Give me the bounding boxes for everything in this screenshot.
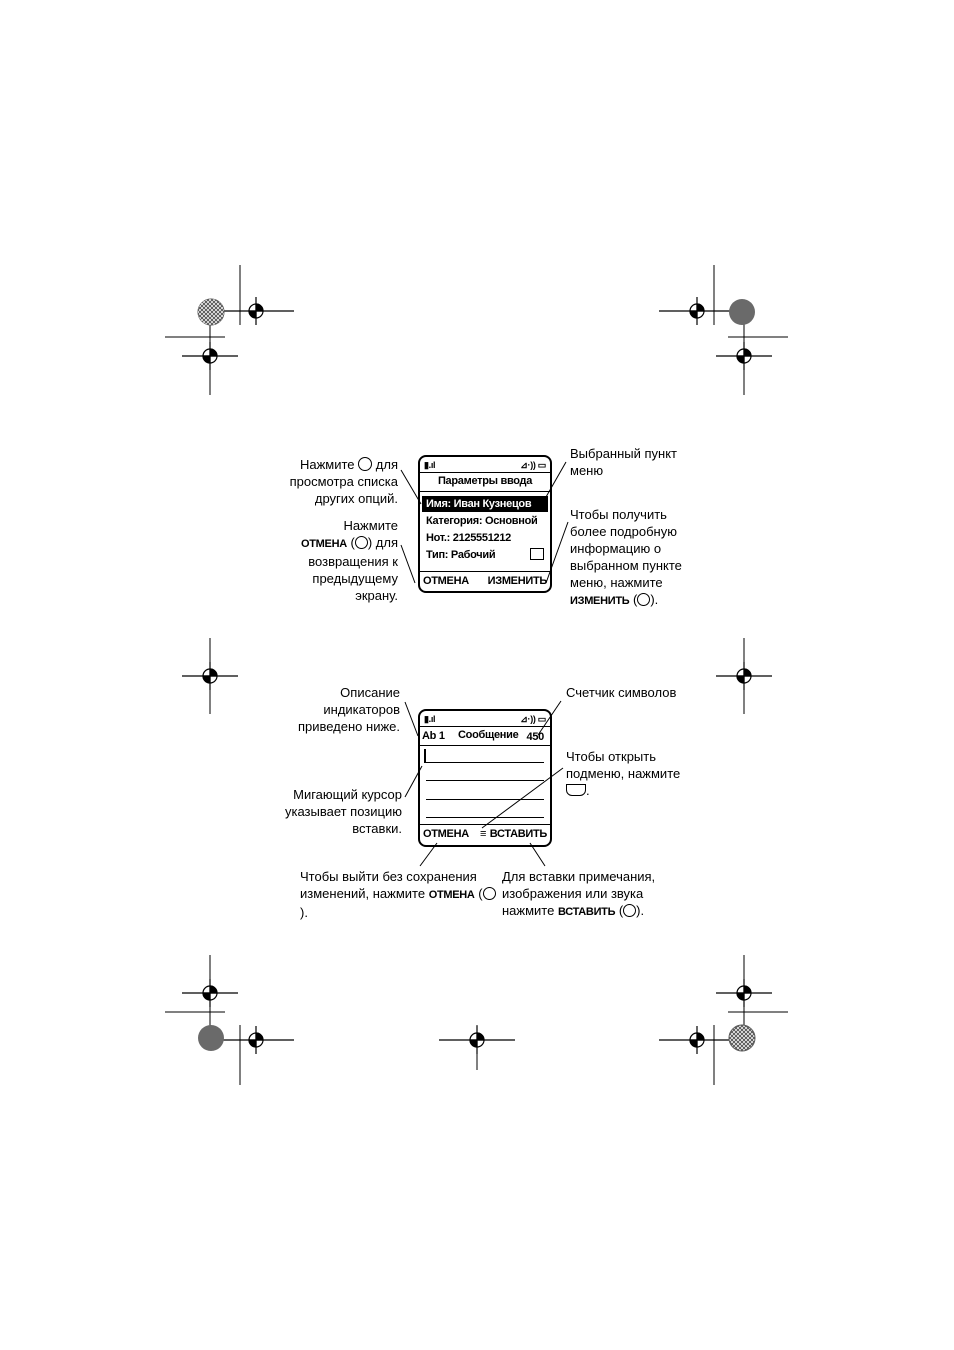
note-text: экрану. [355, 588, 398, 603]
note-text: Чтобы получить [570, 507, 667, 522]
screen-title: Параметры ввода [437, 475, 533, 487]
note-text: меню, нажмите [570, 575, 663, 590]
left-softkey-icon [483, 887, 496, 900]
nav-key-icon [358, 457, 372, 471]
character-counter: 450 [526, 731, 544, 743]
right-softkey-icon [623, 904, 636, 917]
note-text: информацию о [570, 541, 662, 556]
note-text: просмотра списка [289, 474, 398, 489]
key-label: ОТМЕНА [301, 538, 347, 550]
note-cancel-return: Нажмите ОТМЕНА ( ) для возвращения к предыдущему экрану. [280, 517, 398, 604]
status-icons: ⊿·)) ▭ [520, 714, 546, 724]
signal-indicator: ▮.ıl [424, 714, 436, 724]
key-label: ОТМЕНА [428, 889, 475, 901]
note-text: предыдущему [312, 571, 398, 586]
left-softkey-icon [355, 536, 368, 549]
note-exit: Чтобы выйти без сохранения изменений, нажмите ОТМЕНА (). [300, 868, 500, 921]
key-label: ИЗМЕНИТЬ [570, 595, 630, 607]
note-text: выбранном пункте [570, 558, 682, 573]
note-text: Описание [340, 685, 400, 700]
note-text: изменений, нажмите [300, 886, 426, 901]
key-label: ВСТАВИТЬ [557, 906, 616, 918]
note-text: Для вставки примечания, [502, 869, 656, 884]
text-mode-indicator: Ab 1 [422, 730, 445, 742]
note-text: для [375, 457, 398, 472]
note-text: Чтобы открыть [566, 749, 656, 764]
note-text: приведено ниже. [297, 719, 400, 734]
softkey-change[interactable]: ИЗМЕНИТЬ [487, 575, 547, 587]
list-item-name[interactable]: Имя: Иван Кузнецов [426, 498, 532, 510]
status-icons: ⊿·)) ▭ [520, 460, 546, 470]
note-text: возвращения к [308, 554, 398, 569]
note-char-counter [566, 684, 696, 701]
right-softkey-icon [637, 593, 650, 606]
note-text: Нажмите [299, 457, 355, 472]
note-text: подменю, нажмите [566, 766, 681, 781]
note-text: Счетчик символов [566, 685, 677, 700]
note-text: Нажмите [343, 518, 398, 533]
note-text: более подробную [570, 524, 677, 539]
note-text: для [375, 535, 398, 550]
note-text: Выбранный пункт [570, 446, 678, 461]
note-insert: Для вставки примечания, изображения или звука нажмите ВСТАВИТЬ ( ). [502, 868, 692, 921]
note-cursor [272, 786, 402, 837]
softkey-cancel[interactable]: ОТМЕНА [423, 575, 469, 587]
note-submenu: Чтобы открыть подменю, нажмите . [566, 748, 696, 799]
list-item-number[interactable]: Нот.: 2125551212 [426, 532, 511, 544]
softkey-insert[interactable]: ВСТАВИТЬ [489, 828, 547, 840]
note-text: меню [570, 463, 604, 478]
note-text: вставки. [352, 821, 402, 836]
note-details: Чтобы получить более подробную информацию о выбранном пункте меню, нажмите ИЗМЕНИТЬ ( ). [570, 506, 690, 610]
note-text: изображения или звука [502, 886, 644, 901]
menu-icon[interactable]: ≡ [480, 828, 487, 840]
list-item-type[interactable]: Тип: Рабочий [426, 549, 496, 561]
note-navigate-options [280, 456, 398, 507]
note-text: других опций. [314, 491, 398, 506]
signal-indicator: ▮.ıl [424, 460, 436, 470]
note-text: индикаторов [323, 702, 400, 717]
note-text: нажмите [502, 903, 555, 918]
note-selected-item [570, 445, 690, 479]
menu-key-icon [566, 784, 586, 796]
screen-title: Сообщение [458, 729, 519, 741]
note-text: указывает позицию [284, 804, 402, 819]
list-item-category[interactable]: Категория: Основной [426, 515, 538, 527]
softkey-cancel[interactable]: ОТМЕНА [423, 828, 469, 840]
note-indicators [282, 684, 400, 735]
note-text: Чтобы выйти без сохранения [300, 869, 477, 884]
note-text: Мигающий курсор [293, 787, 402, 802]
